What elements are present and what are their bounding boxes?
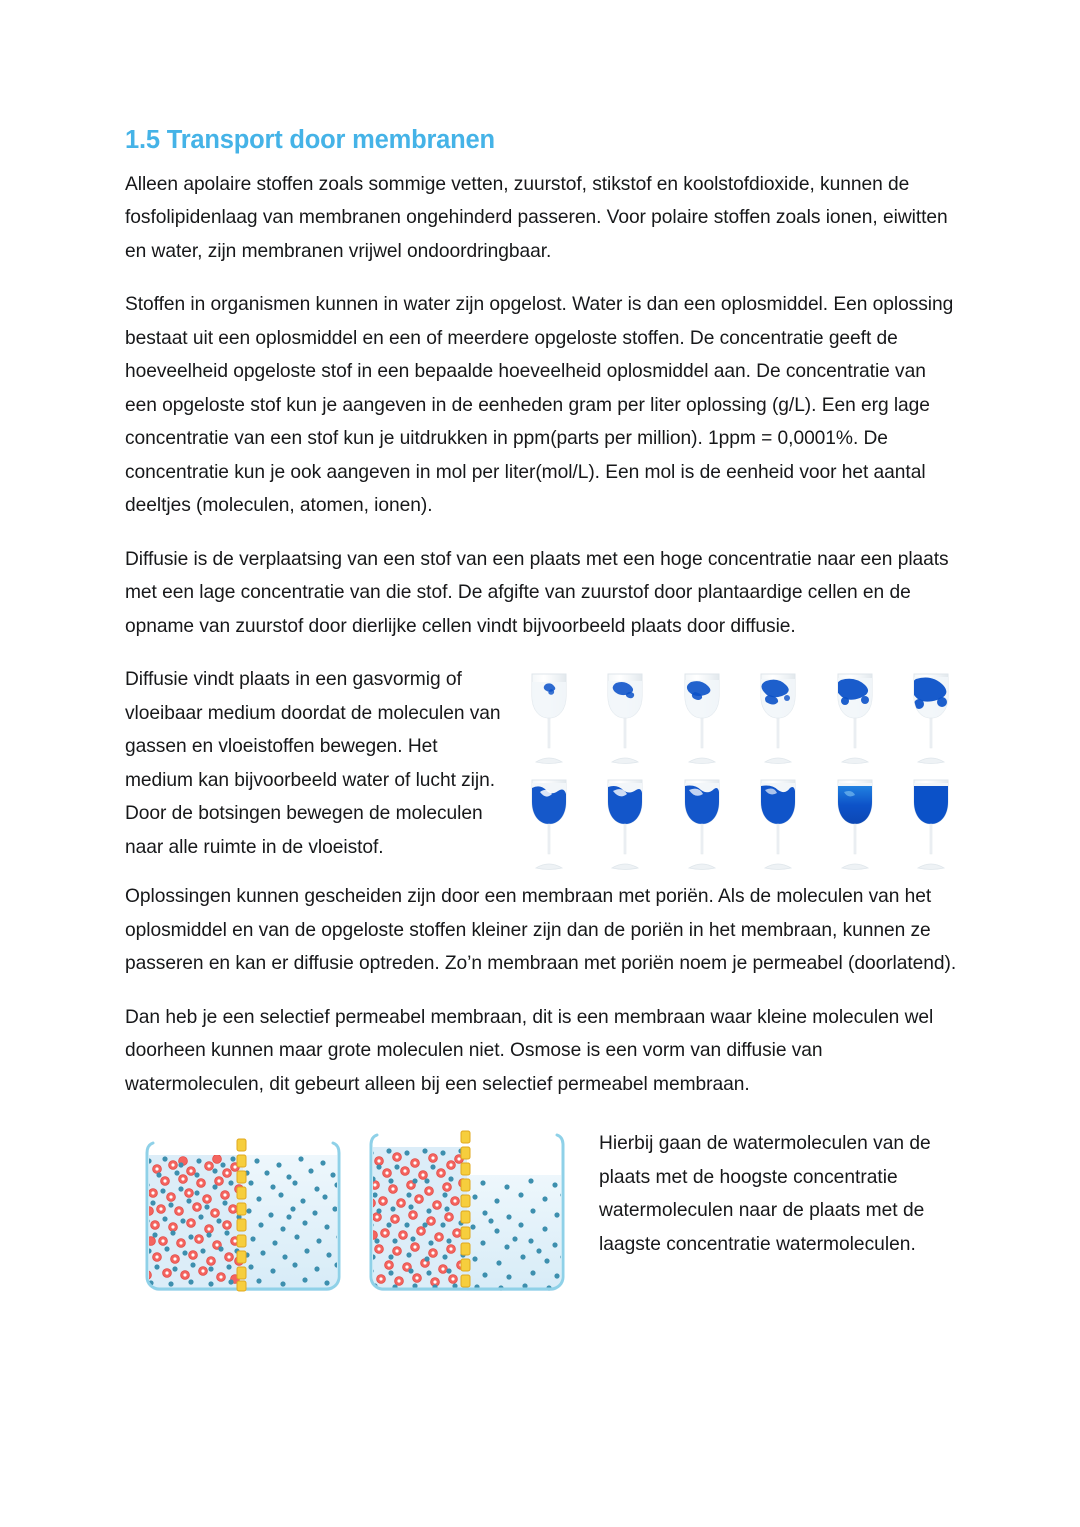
osmosis-caption-text: Hierbij gaan de watermoleculen van de plaats met de hoogste concentratie watermoleculen naar de plaats met de laagste concentratie watermoleculen. <box>599 1133 931 1255</box>
paragraph-selective-permeable-osmosis: Dan heb je een selectief permeabel membraan, dit is een membraan waar kleine moleculen wel doorheen kunnen maar grote moleculen niet. Osmose is een vorm van diffusie van watermoleculen, dit gebeurt alleen bij een selectief permeabel membraan. <box>125 1006 934 1095</box>
diffusion-glasses-figure <box>520 665 960 874</box>
wine-glass-stage-6 <box>902 668 960 768</box>
diffusion-glasses-row-1 <box>520 665 960 768</box>
wine-glass-icon <box>520 774 578 874</box>
osmosis-beaker-after <box>363 1121 571 1296</box>
paragraph-diffusion-definition: Diffusie is de verplaatsing van een stof van een plaats met een hoge concentratie naar een plaats met een lage concentratie van die stof. De afgifte van zuurstof door plantaardige cellen en de opname van zuurstof door dierlijke cellen vindt bijvoorbeeld plaats door diffusie. <box>125 548 949 637</box>
wine-glass-stage-10 <box>749 774 807 874</box>
diffusion-glasses-row-2 <box>520 771 960 874</box>
selective-membrane <box>237 1139 246 1291</box>
wine-glass-stage-12 <box>902 774 960 874</box>
wine-glass-stage-2 <box>596 668 654 768</box>
diffusion-figure-section <box>125 663 960 880</box>
paragraph-permeable-membrane: Oplossingen kunnen gescheiden zijn door een membraan met poriën. Als de moleculen van het oplosmiddel en van de opgeloste stoffen kleiner zijn dan de poriën in het membraan, kunnen ze passeren en kan er diffusie optreden. Zo’n membraan met poriën noem je permeabel (doorlatend). <box>125 886 957 975</box>
wine-glass-stage-11 <box>826 774 884 874</box>
wine-glass-icon <box>520 668 578 768</box>
wine-glass-icon <box>596 774 654 874</box>
wine-glass-stage-9 <box>673 774 731 874</box>
wine-glass-icon <box>673 774 731 874</box>
wine-glass-icon <box>596 668 654 768</box>
wine-glass-stage-8 <box>596 774 654 874</box>
osmosis-caption <box>599 1121 944 1261</box>
wine-glass-stage-4 <box>749 668 807 768</box>
paragraph-diffusion-medium: Diffusie vindt plaats in een gasvormig of vloeibaar medium doordat de moleculen van gassen en vloeistoffen bewegen. Het medium kan bijvoorbeeld water of lucht zijn. Door de botsingen bewegen de moleculen naar alle ruimte in de vloeistof. <box>125 669 501 858</box>
wine-glass-stage-5 <box>826 668 884 768</box>
paragraph-apolar-substances: Alleen apolaire stoffen zoals sommige vetten, zuurstof, stikstof en koolstofdioxide, kunnen de fosfolipidenlaag van membranen ongehinderd passeren. Voor polaire stoffen zoals ionen, eiwitten en water, zijn membranen vrijwel ondoordringbaar. <box>125 173 948 262</box>
page-title: 1.5 Transport door membranen <box>125 126 495 154</box>
page-content <box>125 125 960 1296</box>
wine-glass-stage-1 <box>520 668 578 768</box>
wine-glass-stage-3 <box>673 668 731 768</box>
osmosis-beaker-before <box>139 1121 347 1296</box>
wine-glass-icon <box>749 668 807 768</box>
wine-glass-icon <box>902 668 960 768</box>
osmosis-beakers <box>139 1121 571 1296</box>
wine-glass-icon <box>902 774 960 874</box>
wine-glass-stage-7 <box>520 774 578 874</box>
osmosis-figure-section <box>125 1121 960 1296</box>
wine-glass-icon <box>749 774 807 874</box>
wine-glass-icon <box>673 668 731 768</box>
wine-glass-icon <box>826 668 884 768</box>
paragraph-solutions-concentration: Stoffen in organismen kunnen in water zijn opgelost. Water is dan een oplosmiddel. Een oplossing bestaat uit een oplosmiddel en een of meerdere opgeloste stoffen. De concentratie geeft de hoeveelheid opgeloste stof in een bepaalde hoeveelheid oplosmiddel aan. De concentratie van een opgeloste stof kun je aangeven in de eenheden gram per liter oplossing (g/L). Een erg lage concentratie van een stof kun je uitdrukken in ppm(parts per million). 1ppm = 0,0001%. De concentratie kun je ook aangeven in mol per liter(mol/L). Een mol is de eenheid voor het aantal deeltjes (moleculen, atomen, ionen). <box>125 294 954 517</box>
wine-glass-icon <box>826 774 884 874</box>
